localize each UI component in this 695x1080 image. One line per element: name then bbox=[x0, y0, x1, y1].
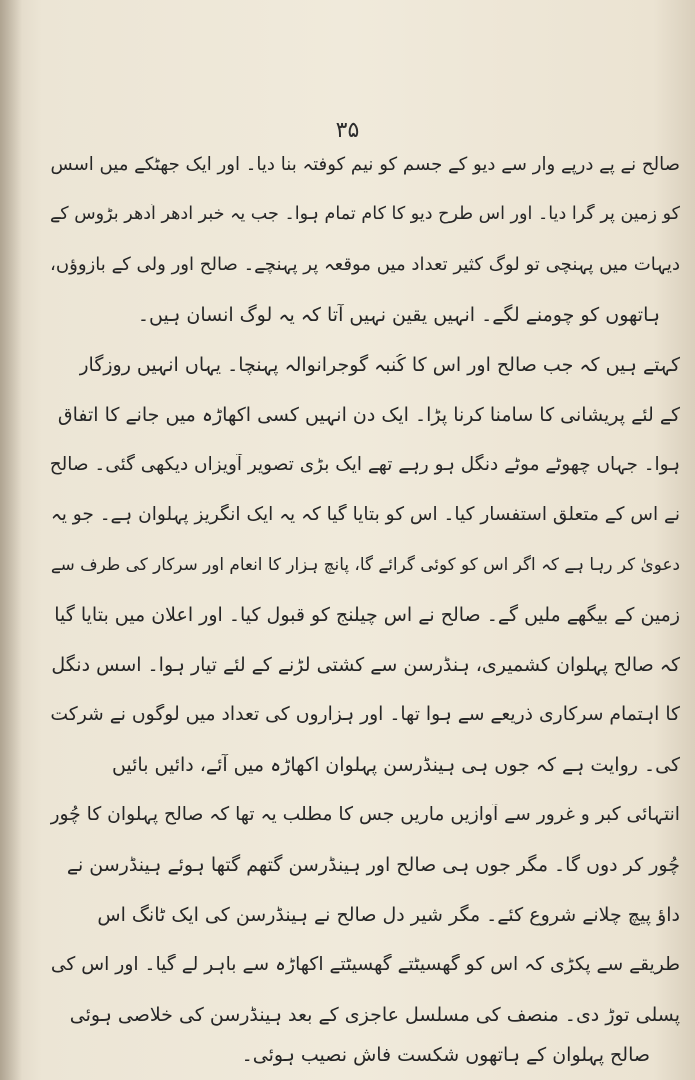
text-line: کا اہتمام سرکاری ذریعے سے ہوا تھا۔ اور ہزاروں کی تعداد میں لوگوں نے شرکت bbox=[50, 704, 680, 725]
text-body bbox=[40, 140, 680, 1066]
text-line: دعویٰ کر رہا ہے کہ اگر اس کو کوئی گرائے گا، پانچ ہزار کا انعام اور سرکار کی طرف سے bbox=[50, 554, 680, 574]
text-line: صالح پہلوان کے ہاتھوں شکست فاش نصیب ہوئی۔ bbox=[241, 1044, 650, 1066]
binding-shadow bbox=[0, 0, 22, 1080]
text-line: زمین کے بیگھے ملیں گے۔ صالح نے اس چیلنج کو قبول کیا۔ اور اعلان میں بتایا گیا bbox=[54, 604, 680, 626]
text-line: صالح نے پے درپے وار سے دیو کے جسم کو نیم کوفتہ بنا دیا۔ اور ایک جھٹکے میں اسس bbox=[50, 154, 680, 175]
text-line: پسلی توڑ دی۔ منصف کی مسلسل عاجزی کے بعد ہینڈرسن کی خلاصی ہوئی bbox=[69, 1004, 680, 1026]
text-line: داؤ پیچ چلانے شروع کئے۔ مگر شیر دل صالح نے ہینڈرسن کی ایک ٹانگ اس bbox=[97, 904, 680, 926]
text-line: ہوا۔ جہاں چھوٹے موٹے دنگل ہو رہے تھے ایک بڑی تصویر آویزاں دیکھی گئی۔ صالح bbox=[50, 454, 680, 475]
text-line: کے لئے پریشانی کا سامنا کرنا پڑا۔ ایک دن انہیں کسی اکھاڑہ میں جانے کا اتفاق bbox=[57, 404, 680, 426]
text-line: ہاتھوں کو چومنے لگے۔ انہیں یقین نہیں آتا کہ یہ لوگ انسان ہیں۔ bbox=[137, 304, 660, 326]
text-line: چُور کر دوں گا۔ مگر جوں ہی صالح اور ہینڈرسن گتھم گتھا ہوئے ہینڈرسن نے bbox=[66, 854, 680, 876]
text-line: کہ صالح پہلوان کشمیری، ہنڈرسن سے کشتی لڑنے کے لئے تیار ہوا۔ اسس دنگل bbox=[51, 654, 680, 676]
text-line: کہتے ہیں کہ جب صالح اور اس کا کُنبہ گوجرانوالہ پہنچا۔ یہاں انہیں روزگار bbox=[79, 354, 680, 376]
text-line: دیہات میں پہنچی تو لوگ کثیر تعداد میں موقعہ پر پہنچے۔ صالح اور ولی کے بازوؤں، bbox=[50, 254, 680, 275]
text-line: طریقے سے پکڑی کہ اس کو گھسیٹتے گھسیٹتے اکھاڑہ سے باہر لے گیا۔ اور اس کی bbox=[50, 954, 680, 975]
text-line: انتہائی کبر و غرور سے آوازیں ماریں جس کا مطلب یہ تھا کہ صالح پہلوان کا چُور bbox=[50, 804, 680, 825]
text-line: نے اس کے متعلق استفسار کیا۔ اس کو بتایا گیا کہ یہ ایک انگریز پہلوان ہے۔ جو یہ bbox=[50, 504, 680, 525]
text-line: کو زمین پر گرا دیا۔ اور اس طرح دیو کا کام تمام ہوا۔ جب یہ خبر ادھر اُدھر بڑوس کے bbox=[50, 204, 680, 224]
page-number: ۳۵ bbox=[335, 118, 360, 143]
text-line: کی۔ روایت ہے کہ جوں ہی ہینڈرسن پہلوان اکھاڑہ میں آئے، دائیں بائیں bbox=[111, 754, 680, 776]
